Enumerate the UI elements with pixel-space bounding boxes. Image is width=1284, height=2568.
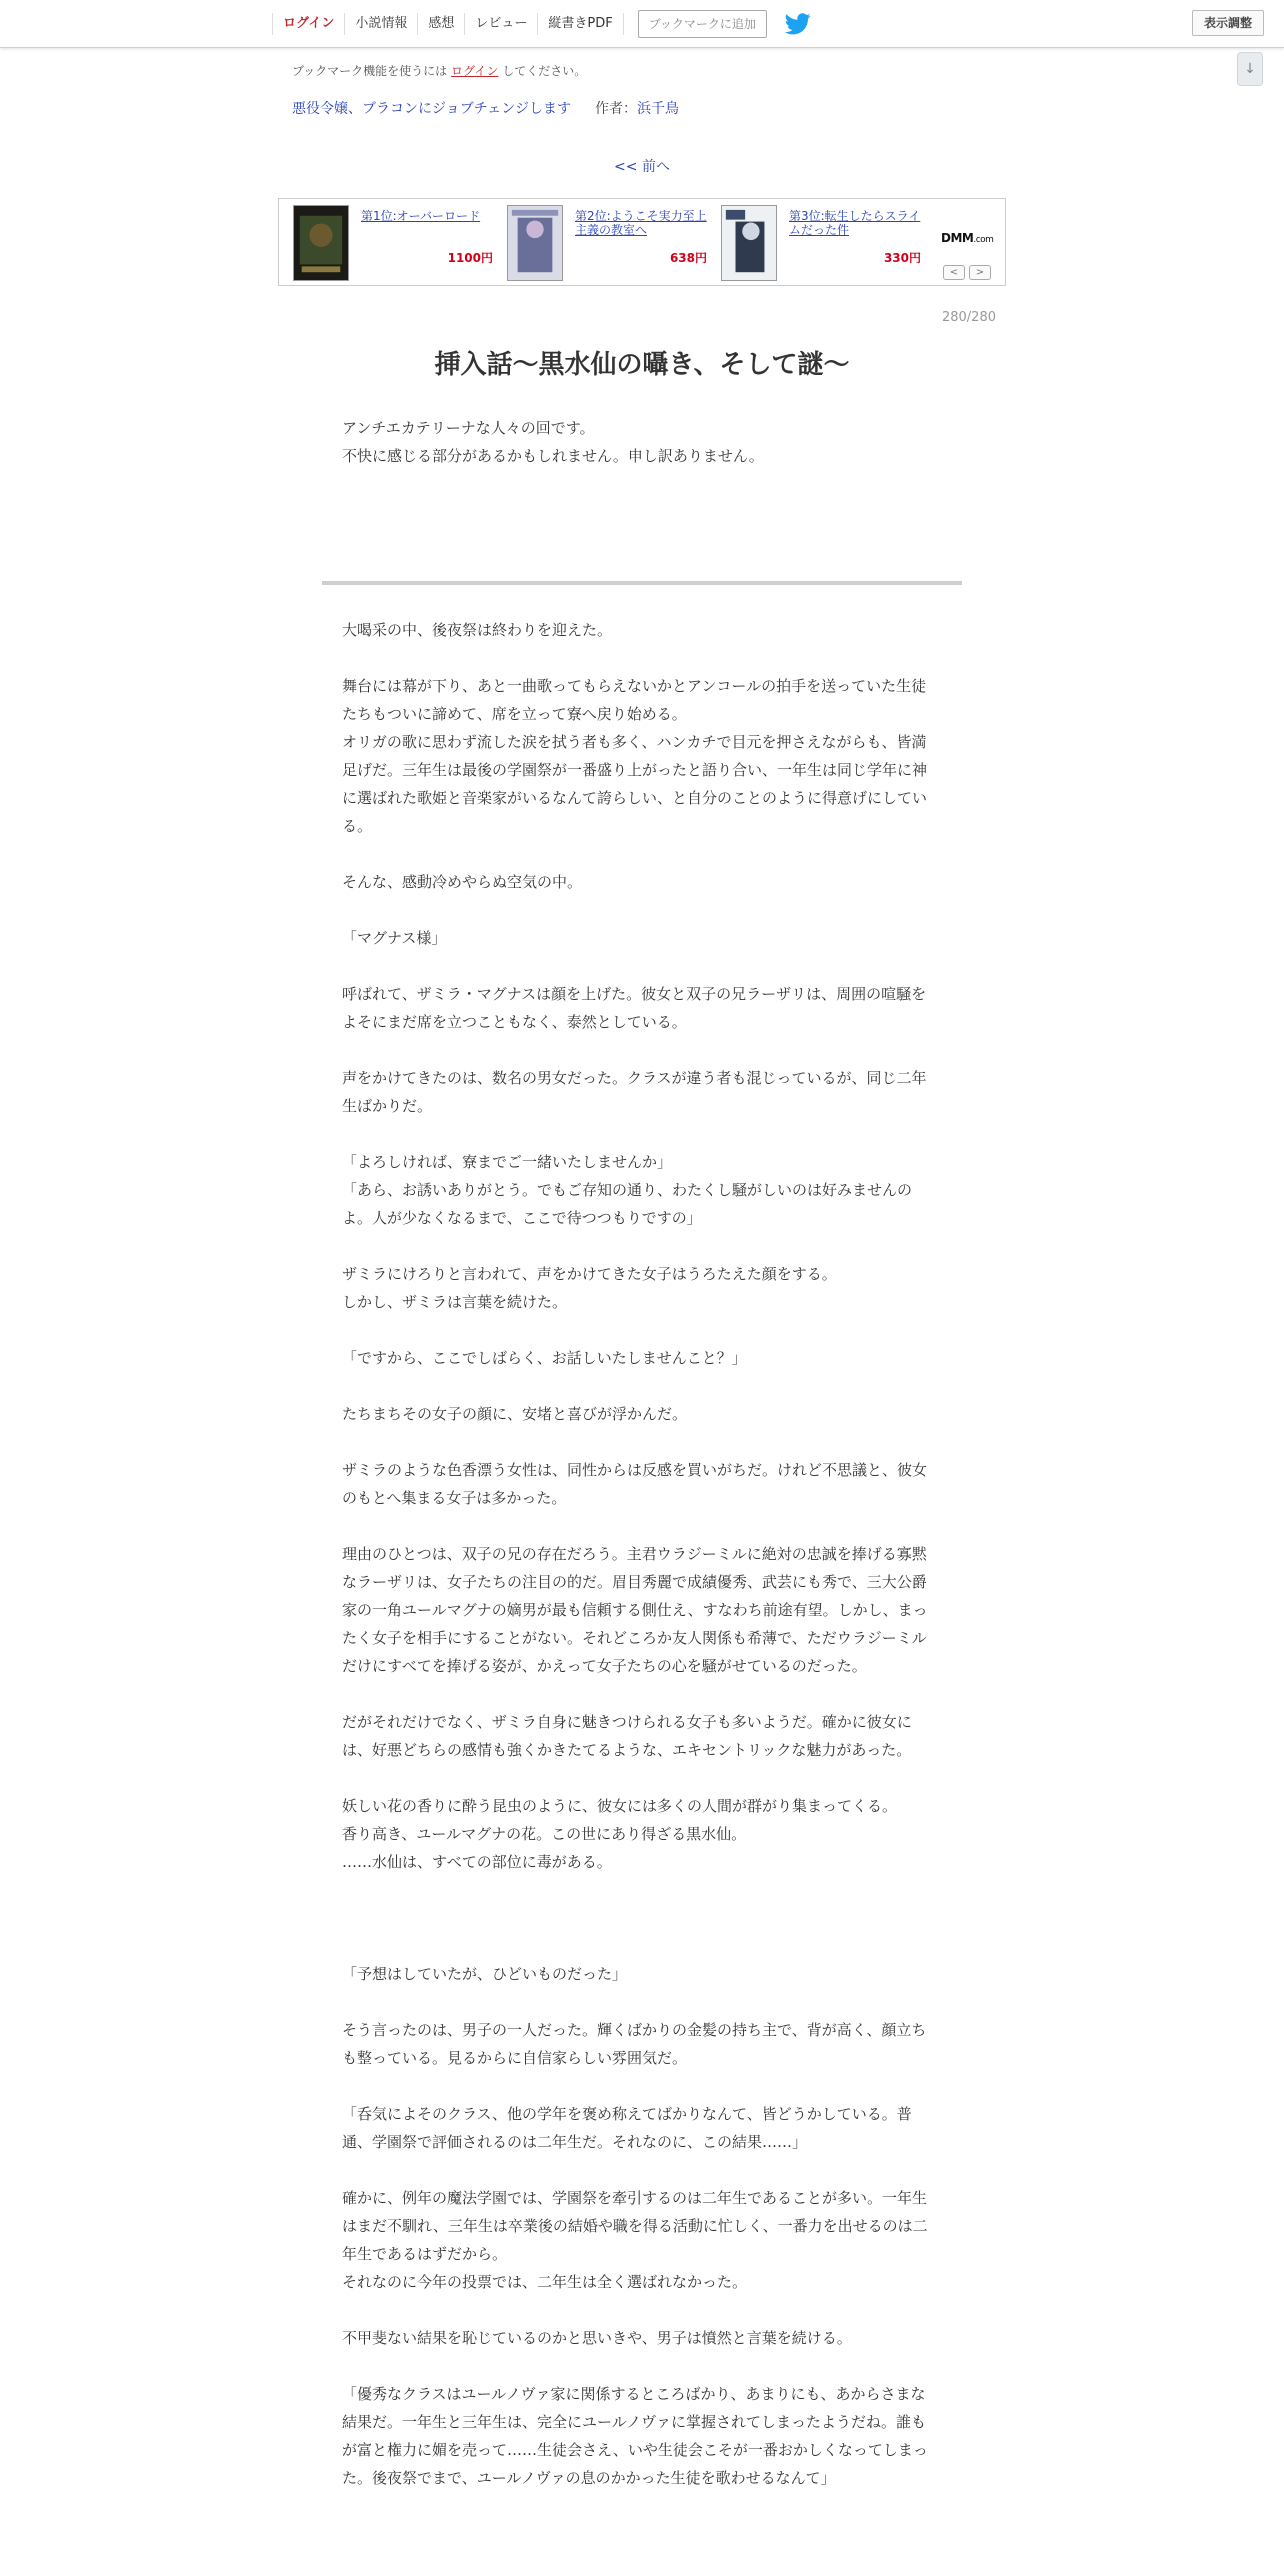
- book-cover-image[interactable]: [507, 205, 563, 281]
- nav-novel-info-link[interactable]: 小説情報: [344, 13, 417, 35]
- nav-review-link[interactable]: レビュー: [464, 13, 537, 35]
- bookmark-notice-before: ブックマーク機能を使うには: [292, 64, 448, 78]
- author-label: 作者：: [594, 101, 637, 117]
- body-paragraph: ザミラのような色香漂う女性は、同性からは反感を買いがちだ。けれど不思議と、彼女のもとへ集まる女子は多かった。: [342, 1461, 928, 1507]
- chapter-preface: [342, 414, 942, 470]
- body-paragraph: ザミラにけろりと言われて、声をかけてきた女子はうろたえた顔をする。: [342, 1265, 837, 1283]
- bookmark-add-button[interactable]: ブックマークに追加: [638, 10, 767, 38]
- body-paragraph: 理由のひとつは、双子の兄の存在だろう。主君ウラジーミルに絶対の忠誠を捧げる寡黙なラーザリは、女子たちの注目の的だ。眉目秀麗で成績優秀、武芸にも秀で、三大公爵家の一角ユールマグナの嫡男が最も信頼する側仕え、すなわち前途有望。しかし、まったく女子を相手にすることがない。それどころか友人関係も希薄で、ただウラジーミルだけにすべてを捧げる姿が、かえって女子たちの心を騒がせているのだった。: [342, 1545, 928, 1675]
- chapter-body: [342, 616, 938, 2492]
- body-paragraph: オリガの歌に思わず流した涙を拭う者も多く、ハンカチで目元を押さえながらも、皆満足げだ。三年生は最後の学園祭が一番盛り上がったと語り合い、一年生は同じ学年に神に選ばれた歌姫と音楽家がいるなんて誇らしい、と自分のことのように得意げにしている。: [342, 733, 928, 835]
- body-paragraph: [342, 1036, 938, 1064]
- body-paragraph: 香り高き、ユールマグナの花。この世にあり得ざる黒水仙。: [342, 1825, 747, 1843]
- body-paragraph: [342, 644, 938, 672]
- ranking-prev-button[interactable]: <: [943, 265, 965, 280]
- body-paragraph: [342, 2072, 938, 2100]
- body-paragraph: 呼ばれて、ザミラ・マグナスは顔を上げた。彼女と双子の兄ラーザリは、周囲の喧騒をよそにまだ席を立つこともなく、泰然としている。: [342, 985, 927, 1031]
- body-paragraph: だがそれだけでなく、ザミラ自身に魅きつけられる女子も多いようだ。確かに彼女には、好悪どちらの感情も強くかきたてるような、エキセントリックな魅力があった。: [342, 1713, 912, 1759]
- body-paragraph: 確かに、例年の魔法学園では、学園祭を牽引するのは二年生であることが多い。一年生はまだ不馴れ、三年生は卒業後の結婚や職を得る活動に忙しく、一番力を出せるのは二年生であるはずだから。: [342, 2189, 928, 2263]
- body-paragraph: [342, 1932, 938, 1960]
- body-paragraph: ……水仙は、すべての部位に毒がある。: [342, 1853, 612, 1871]
- preface-divider: [322, 581, 962, 585]
- body-paragraph: そんな、感動冷めやらぬ空気の中。: [342, 873, 583, 891]
- bookmark-notice-login-link[interactable]: ログイン: [451, 64, 499, 78]
- ranking-item-title-link[interactable]: 第1位:オーバーロード: [361, 209, 481, 223]
- ranking-item-price: 330円: [883, 251, 921, 265]
- body-paragraph: 「予想はしていたが、ひどいものだった」: [342, 1965, 628, 1983]
- body-paragraph: 「マグナス様」: [342, 929, 447, 947]
- nav-vertical-pdf-link[interactable]: 縦書きPDF: [537, 13, 623, 35]
- episode-counter: 280/280: [941, 310, 996, 325]
- author-name-link[interactable]: 浜千鳥: [636, 101, 679, 117]
- body-paragraph: そう言ったのは、男子の一人だった。輝くばかりの金髪の持ち主で、背が高く、顔立ちも整っている。見るからに自信家らしい雰囲気だ。: [342, 2021, 927, 2067]
- scroll-down-button[interactable]: ↓: [1237, 52, 1263, 86]
- body-paragraph: 妖しい花の香りに酔う昆虫のように、彼女には多くの人間が群がり集まってくる。: [342, 1797, 898, 1815]
- body-paragraph: [342, 952, 938, 980]
- body-paragraph: 声をかけてきたのは、数名の男女だった。クラスが違う者も混じっているが、同じ二年生ばかりだ。: [342, 1069, 927, 1115]
- body-paragraph: [342, 1372, 938, 1400]
- body-paragraph: たちまちその女子の顔に、安堵と喜びが浮かんだ。: [342, 1405, 688, 1423]
- dmm-logo-text: DMM: [941, 231, 974, 245]
- ranking-next-button[interactable]: >: [969, 265, 991, 280]
- body-paragraph: [342, 1764, 938, 1792]
- body-paragraph: 「よろしければ、寮までご一緒いたしませんか」: [342, 1153, 673, 1171]
- ranking-ad-box: [278, 198, 1006, 286]
- body-paragraph: [342, 1988, 938, 2016]
- prev-episode-link[interactable]: << 前へ: [614, 159, 670, 175]
- body-paragraph: [342, 1876, 938, 1904]
- dmm-logo[interactable]: [941, 231, 993, 245]
- bookmark-notice: [292, 62, 586, 79]
- body-paragraph: 「あら、お誘いありがとう。でもご存知の通り、わたくし騒がしいのは好みませんのよ。人が少なくなるまで、ここで待つつもりですの」: [342, 1181, 913, 1227]
- novel-info-line: [292, 98, 679, 118]
- body-paragraph: [342, 840, 938, 868]
- book-cover-image[interactable]: [721, 205, 777, 281]
- body-paragraph: [342, 896, 938, 924]
- body-paragraph: [342, 1232, 938, 1260]
- body-paragraph: [342, 1904, 938, 1932]
- body-paragraph: 「優秀なクラスはユールノヴァ家に関係するところばかり、あまりにも、あからさまな結果だ。一年生と三年生は、完全にユールノヴァに掌握されてしまったようだね。誰もが富と権力に媚を売って……生徒会さえ、いや生徒会こそが一番おかしくなってしまった。後夜祭でまで、ユールノヴァの息のかかった生徒を歌わせるなんて」: [342, 2385, 928, 2487]
- novel-title-link[interactable]: 悪役令嬢、ブラコンにジョブチェンジします: [292, 101, 571, 117]
- body-paragraph: [342, 1316, 938, 1344]
- body-paragraph: しかし、ザミラは言葉を続けた。: [342, 1293, 568, 1311]
- dmm-logo-suffix: .com: [973, 235, 994, 245]
- body-paragraph: [342, 1512, 938, 1540]
- preface-line: アンチエカテリーナな人々の回です。: [342, 419, 595, 437]
- body-paragraph: [342, 1120, 938, 1148]
- nav-impressions-link[interactable]: 感想: [417, 13, 464, 35]
- chapter-title: 挿入話〜黒水仙の囁き、そして謎〜: [434, 350, 850, 380]
- body-paragraph: [342, 1428, 938, 1456]
- preface-line: 不快に感じる部分があるかもしれません。申し訳ありません。: [342, 447, 764, 465]
- body-paragraph: 「ですから、ここでしばらく、お話しいたしませんこと？」: [342, 1349, 747, 1367]
- body-paragraph: [342, 2296, 938, 2324]
- ranking-item-title-link[interactable]: 第2位:ようこそ実力至上主義の教室へ: [575, 209, 707, 237]
- body-paragraph: [342, 1680, 938, 1708]
- body-paragraph: 「呑気によそのクラス、他の学年を褒め称えてばかりなんて、皆どうかしている。普通、学園祭で評価されるのは二年生だ。それなのに、この結果……」: [342, 2105, 912, 2151]
- body-paragraph: それなのに今年の投票では、二年生は全く選ばれなかった。: [342, 2273, 748, 2291]
- ranking-item-title-link[interactable]: 第3位:転生したらスライムだった件: [789, 209, 921, 237]
- body-paragraph: [342, 2156, 938, 2184]
- bookmark-notice-after: してください。: [502, 64, 587, 78]
- body-paragraph: 不甲斐ない結果を恥じているのかと思いきや、男子は憤然と言葉を続ける。: [342, 2329, 852, 2347]
- body-paragraph: 大喝采の中、後夜祭は終わりを迎えた。: [342, 621, 613, 639]
- nav-login-link[interactable]: ログイン: [272, 13, 344, 35]
- top-nav: [272, 0, 811, 48]
- top-bar: [0, 0, 1284, 48]
- twitter-bird-icon[interactable]: [785, 13, 811, 35]
- display-adjust-button[interactable]: 表示調整: [1192, 10, 1264, 36]
- book-cover-image[interactable]: [293, 205, 349, 281]
- ranking-item-price: 638円: [669, 251, 707, 265]
- body-paragraph: [342, 2352, 938, 2380]
- ranking-item-price: 1100円: [447, 251, 493, 265]
- body-paragraph: 舞台には幕が下り、あと一曲歌ってもらえないかとアンコールの拍手を送っていた生徒たちもついに諦めて、席を立って寮へ戻り始める。: [342, 677, 927, 723]
